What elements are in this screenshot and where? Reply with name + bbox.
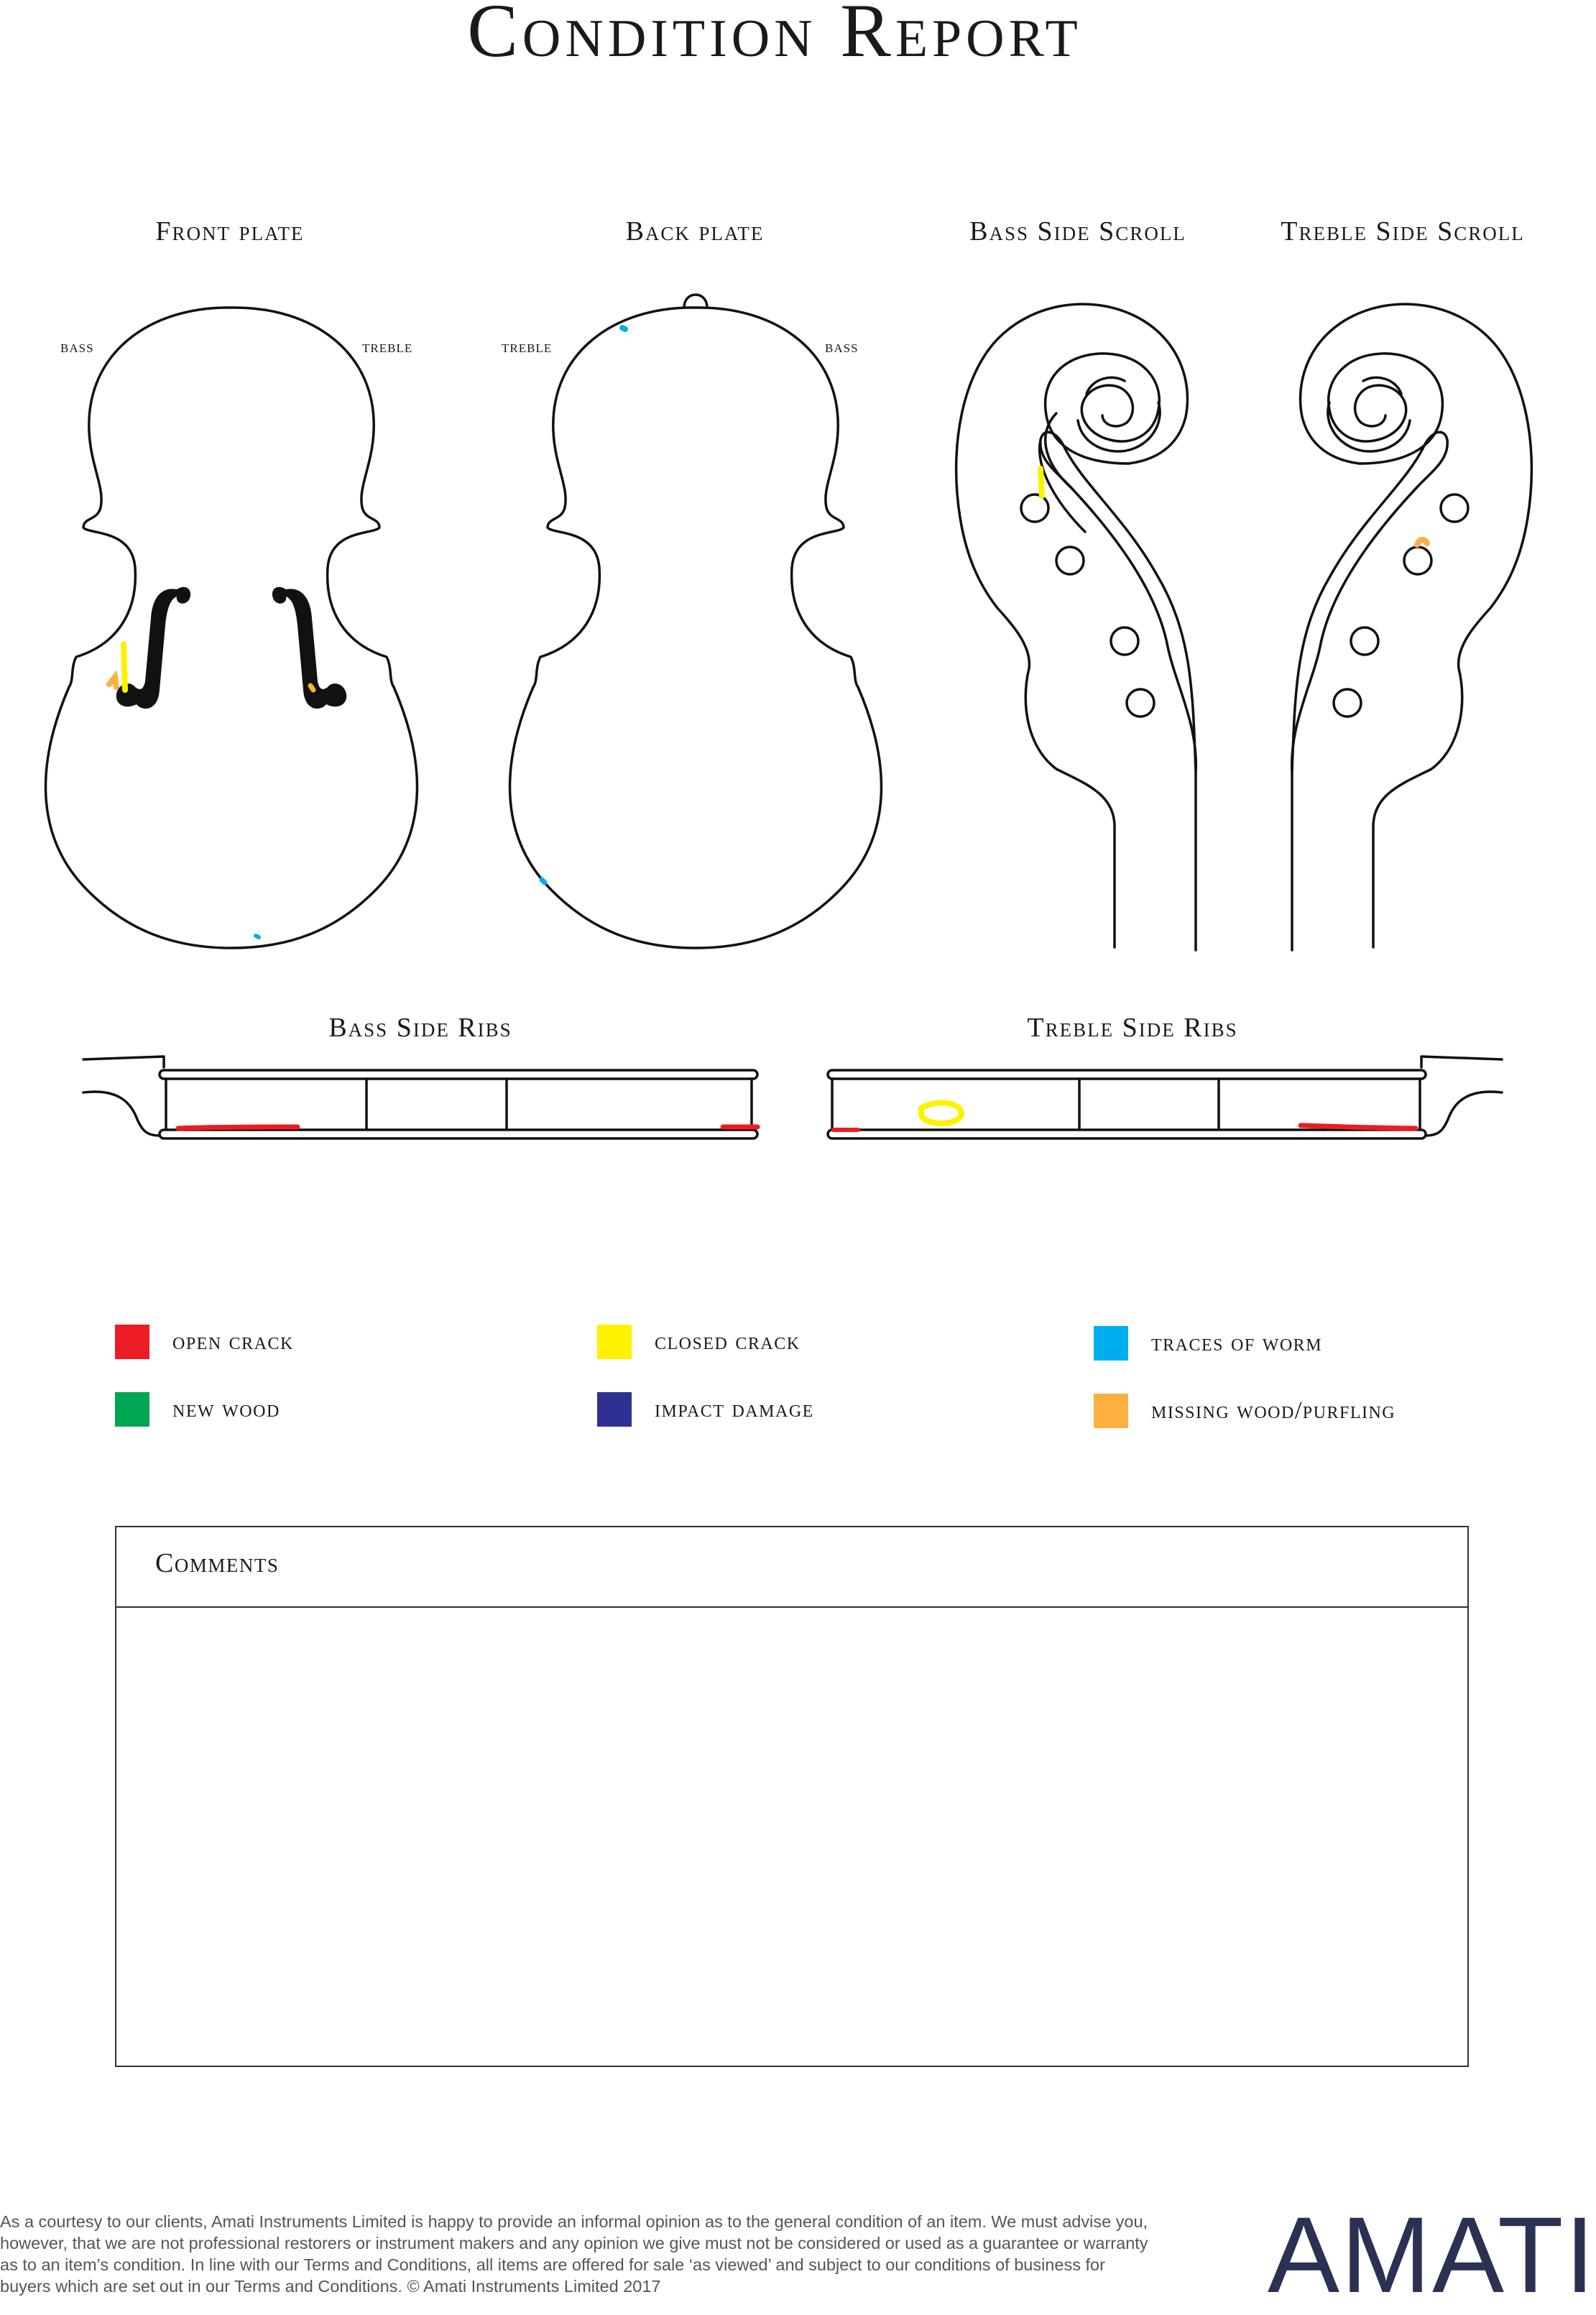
legend-new-wood [115, 1391, 280, 1427]
legend-swatch [1094, 1326, 1128, 1361]
treble-peg-hole-4 [1334, 689, 1361, 717]
legend-missing-wood-purfling [1094, 1393, 1396, 1429]
front-plate-outline [46, 308, 418, 948]
legend-closed-crack [597, 1324, 801, 1360]
disclaimer-text: As a courtesy to our clients, Amati Instruments Limited is happy to provide an informal opinion as to the general condition of an item. We must advise you, however, that we are not professional restorers or instrument makers and any opinion we give must not be considered or used as a guarantee or warranty as to an item’s condition. In line with our Terms and Conditions, all items are offered for sale ‘as viewed’ and subject to our conditions of business for buyers which are set out in our Terms and Conditions. © Amati Instruments Limited 2017 [0, 2212, 1148, 2296]
legend-traces-of-worm [1094, 1325, 1322, 1361]
legend-swatch [115, 1325, 149, 1359]
back-plate-label: Back plate [625, 216, 765, 247]
legend-impact-damage [597, 1391, 814, 1427]
bass-peg-hole-1 [1021, 494, 1048, 522]
legend-swatch [1094, 1394, 1128, 1428]
legend-label: open crack [172, 1328, 294, 1355]
worm-mark-back-2 [542, 880, 545, 883]
closed-crack-mark-bass-scroll [1041, 469, 1042, 496]
treble-ribs-neck [1421, 1057, 1502, 1136]
missing-wood-mark-front-treble [310, 686, 313, 690]
treble-scroll-back [1301, 304, 1532, 947]
open-crack-mark-bass-ribs-1 [178, 1127, 297, 1128]
bass-ribs-label: Bass Side Ribs [328, 1013, 512, 1043]
treble-scroll-label: Treble Side Scroll [1281, 216, 1525, 247]
bass-scroll-label: Bass Side Scroll [969, 216, 1186, 247]
missing-wood-mark-treble-scroll [1417, 540, 1427, 545]
legend-label: impact damage [655, 1396, 814, 1422]
back-button [684, 295, 707, 308]
treble-ribs-label: Treble Side Ribs [1027, 1013, 1238, 1043]
comments-area[interactable] [116, 1608, 1467, 2066]
legend-swatch [115, 1392, 149, 1427]
legend-open-crack [115, 1324, 294, 1360]
front-bass-side-label: bass [60, 338, 94, 356]
comments-box [115, 1526, 1469, 2067]
comments-header [116, 1527, 1467, 1608]
treble-scroll-outline [1292, 432, 1448, 950]
worm-mark-back-1 [622, 328, 625, 329]
back-plate-outline [510, 308, 882, 948]
comments-title: Comments [155, 1548, 280, 1578]
legend-label: new wood [172, 1396, 280, 1422]
back-treble-side-label: treble [502, 338, 553, 356]
treble-ribs-bottom-edge [828, 1130, 1426, 1138]
treble-peg-hole-1 [1441, 494, 1468, 522]
bass-scroll-outline [1041, 432, 1196, 950]
treble-peg-hole-2 [1404, 547, 1431, 574]
closed-crack-mark-treble-ribs [921, 1103, 961, 1123]
bass-ribs-top-edge [160, 1070, 757, 1079]
bass-peg-hole-4 [1127, 689, 1154, 717]
page-title: Condition Report [467, 0, 1082, 73]
closed-crack-mark-front [124, 644, 125, 690]
amati-logo: AMATI [1268, 2194, 1596, 2315]
bass-peg-hole-3 [1111, 627, 1138, 655]
bass-peg-hole-2 [1056, 547, 1084, 574]
worm-mark-front [256, 936, 259, 937]
legend-label: closed crack [655, 1328, 801, 1355]
bass-ribs-bottom-edge [160, 1130, 757, 1138]
missing-wood-mark-front-bass [109, 677, 116, 687]
front-plate-label: Front plate [155, 216, 305, 247]
front-treble-side-label: treble [362, 338, 413, 356]
treble-peg-hole-3 [1351, 627, 1378, 655]
f-hole-treble [272, 587, 346, 709]
legend-swatch [597, 1325, 632, 1359]
bass-ribs-neck [83, 1057, 164, 1136]
legend-swatch [597, 1392, 632, 1427]
legend-label: traces of worm [1151, 1330, 1323, 1356]
treble-ribs-top-edge [828, 1070, 1426, 1079]
legend-label: missing wood/purfling [1151, 1397, 1396, 1424]
back-bass-side-label: bass [825, 338, 859, 356]
open-crack-mark-treble-ribs-2 [1301, 1126, 1416, 1128]
instrument-diagrams [0, 0, 1549, 1164]
bass-scroll-back [956, 304, 1188, 947]
